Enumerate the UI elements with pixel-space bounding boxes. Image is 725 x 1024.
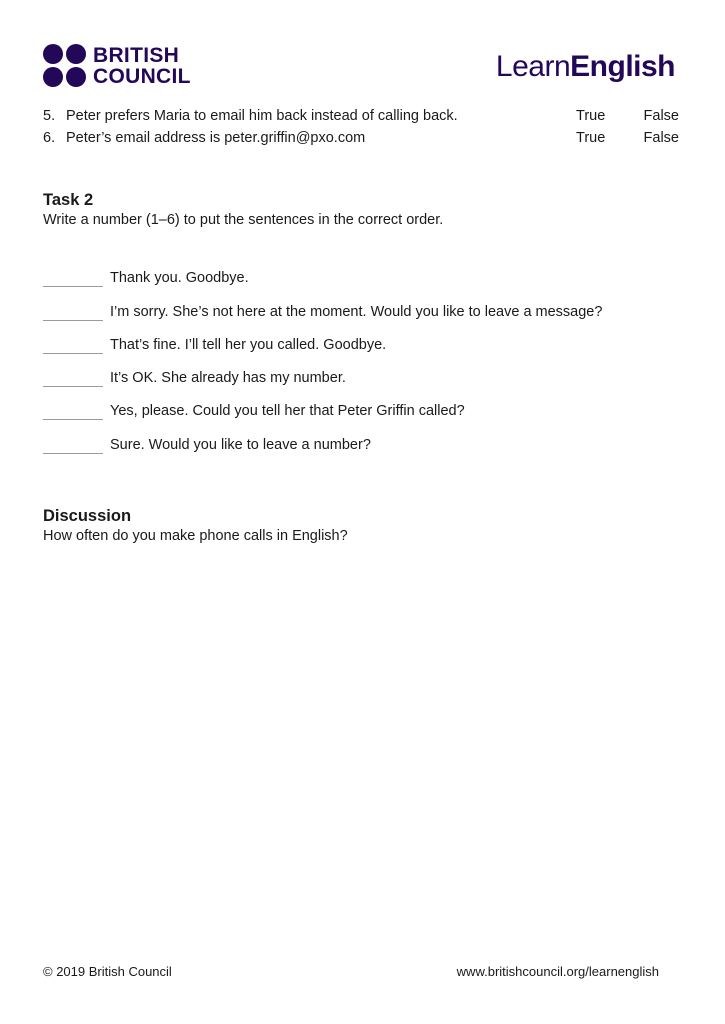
logo-wordmark	[93, 45, 191, 87]
british-council-logo	[43, 44, 191, 87]
false-option[interactable]: False	[643, 130, 679, 146]
ordering-item	[43, 289, 602, 322]
sentence-text: Thank you. Goodbye.	[110, 270, 249, 287]
logo-dot	[66, 44, 86, 64]
true-false-list	[43, 105, 679, 149]
item-statement: Peter’s email address is peter.griffin@pxo.com	[66, 130, 366, 146]
brand-learn: Learn	[495, 50, 571, 83]
item-number: 6.	[43, 130, 56, 146]
logo-dot	[43, 44, 63, 64]
discussion-section	[43, 506, 348, 546]
learnenglish-brand	[496, 50, 675, 84]
logo-dot	[66, 67, 86, 87]
logo-line-1: BRITISH	[93, 43, 180, 67]
true-false-item	[43, 127, 679, 149]
true-option[interactable]: True	[576, 108, 606, 124]
sentence-text: It’s OK. She already has my number.	[110, 370, 346, 387]
ordering-item	[43, 389, 602, 422]
answer-blank[interactable]	[43, 401, 103, 420]
sentence-text: Yes, please. Could you tell her that Peter Griffin called?	[110, 403, 465, 420]
answer-blank[interactable]	[43, 302, 103, 321]
task-2-heading: Task 2	[43, 191, 94, 209]
footer-copyright: © 2019 British Council	[43, 964, 172, 979]
discussion-heading: Discussion	[43, 507, 132, 525]
discussion-question: How often do you make phone calls in English?	[43, 528, 348, 544]
logo-line-2: COUNCIL	[93, 64, 191, 88]
sentence-text: That’s fine. I’ll tell her you called. Goodbye.	[110, 336, 387, 353]
answer-blank[interactable]	[43, 435, 103, 454]
item-statement: Peter prefers Maria to email him back instead of calling back.	[66, 108, 458, 124]
ordering-item	[43, 323, 602, 356]
footer-url[interactable]: www.britishcouncil.org/learnenglish	[456, 964, 659, 979]
false-option[interactable]: False	[643, 108, 679, 124]
answer-blank[interactable]	[43, 368, 103, 387]
logo-dots-icon	[43, 44, 86, 87]
task-2-instruction: Write a number (1–6) to put the sentences in the correct order.	[43, 212, 444, 228]
true-false-item	[43, 105, 679, 127]
brand-english: English	[570, 50, 675, 83]
sentence-text: I’m sorry. She’s not here at the moment. Would you like to leave a message?	[110, 303, 603, 320]
ordering-item	[43, 356, 602, 389]
ordering-item	[43, 256, 602, 289]
task-2-section	[43, 190, 443, 230]
ordering-item	[43, 422, 602, 455]
answer-blank[interactable]	[43, 335, 103, 354]
logo-dot	[43, 67, 63, 87]
answer-blank[interactable]	[43, 268, 103, 287]
ordering-list	[43, 256, 602, 456]
true-option[interactable]: True	[576, 130, 606, 146]
sentence-text: Sure. Would you like to leave a number?	[110, 436, 371, 453]
item-number: 5.	[43, 108, 56, 124]
